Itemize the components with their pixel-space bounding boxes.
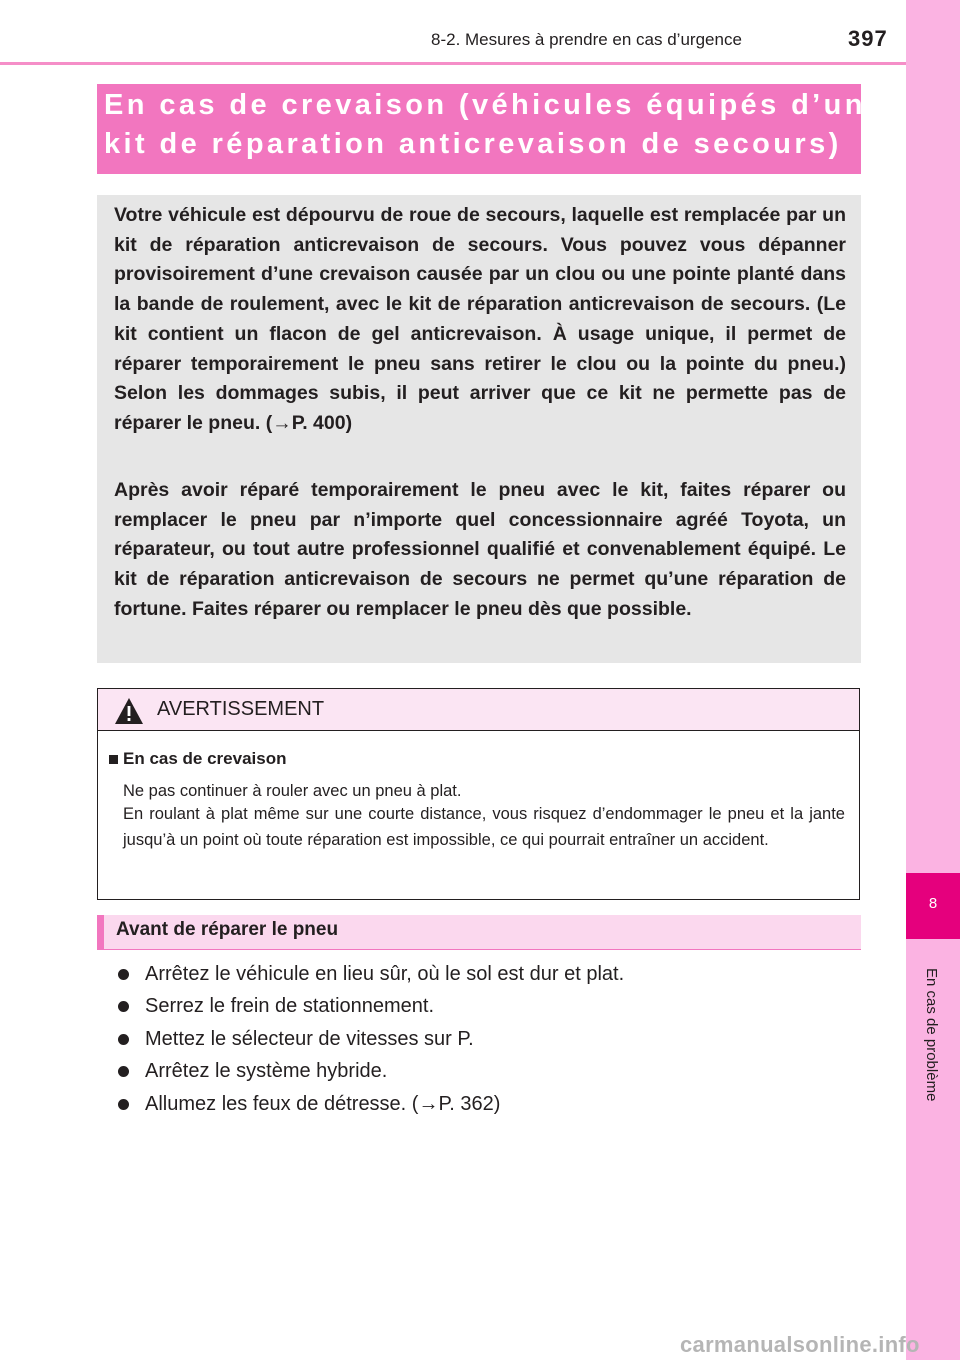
chapter-title: En cas de problème <box>923 968 940 1102</box>
warning-triangle-icon <box>114 697 144 725</box>
subsection-accent-bar <box>97 915 104 949</box>
section-label: 8-2. Mesures à prendre en cas d’urgence <box>431 30 742 49</box>
bullet-dot-icon <box>118 1066 129 1077</box>
warning-title: AVERTISSEMENT <box>157 698 325 720</box>
intro-paragraph-1: Votre véhicule est dépourvu de roue de secours, laquelle est remplacée par un kit de réparation anticrevaison de secours. Vous pouvez vous dépanner provisoirement d’une crevaison causée par un clou ou une pointe planté dans la bande de roulement, avec le kit de réparation anticrevaison de secours. (Le kit contient un flacon de gel anticrevaison. À usage unique, il permet de réparer temporairement le pneu sans retirer le clou ou la pointe du pneu.) Selon les dommages subis, il peut arriver que ce kit ne permette pas de réparer le pneu. (→P. 400) <box>114 204 846 434</box>
bullet-dot-icon <box>118 1099 129 1110</box>
page-number: 397 <box>848 26 888 51</box>
list-item <box>116 1056 856 1089</box>
warning-subtitle: En cas de crevaison <box>123 749 287 768</box>
list-item <box>116 1088 856 1121</box>
bullet-dot-icon <box>118 1034 129 1045</box>
intro-paragraph-2: Après avoir réparé temporairement le pneu avec le kit, faites réparer ou remplacer le pneu par n’importe quel concessionnaire agréé Toyota, un réparateur, ou tout autre professionnel qualifié et convenablement équipé. Le kit de réparation anticrevaison de secours ne permet qu’une réparation de fortune. Faites réparer ou remplacer le pneu dès que possible. <box>114 479 846 620</box>
list-item-text: Allumez les feux de détresse. (→P. 362) <box>145 1092 501 1115</box>
list-item-text: Mettez le sélecteur de vitesses sur P. <box>145 1027 474 1050</box>
list-item <box>116 991 856 1024</box>
list-item <box>116 958 856 991</box>
bullet-dot-icon <box>118 1001 129 1012</box>
chapter-number: 8 <box>928 895 938 912</box>
list-item-text: Arrêtez le véhicule en lieu sûr, où le sol est dur et plat. <box>145 962 625 985</box>
chapter-side-tab <box>906 0 960 1360</box>
watermark: carmanualsonline.info <box>680 1332 920 1357</box>
square-bullet-icon <box>109 755 118 764</box>
list-item-text: Arrêtez le système hybride. <box>145 1060 388 1083</box>
warning-text-1: Ne pas continuer à rouler avec un pneu à plat. <box>123 782 462 800</box>
subsection-rule <box>97 949 861 950</box>
steps-list <box>116 958 856 1121</box>
header-divider <box>0 62 906 65</box>
bullet-dot-icon <box>118 969 129 980</box>
list-item <box>116 1023 856 1056</box>
warning-text-2: En roulant à plat même sur une courte distance, vous risquez d’endommager le pneu et la jante jusqu’à un point où toute réparation est impossible, ce qui pourrait entraîner un accident. <box>123 805 845 849</box>
page-title-line-2: kit de réparation anticrevaison de secours) <box>104 128 842 160</box>
subsection-title: Avant de réparer le pneu <box>116 919 339 940</box>
page-title <box>104 86 866 164</box>
page-title-line-1: En cas de crevaison (véhicules équipés d’un <box>104 89 866 121</box>
list-item-text: Serrez le frein de stationnement. <box>145 995 435 1018</box>
